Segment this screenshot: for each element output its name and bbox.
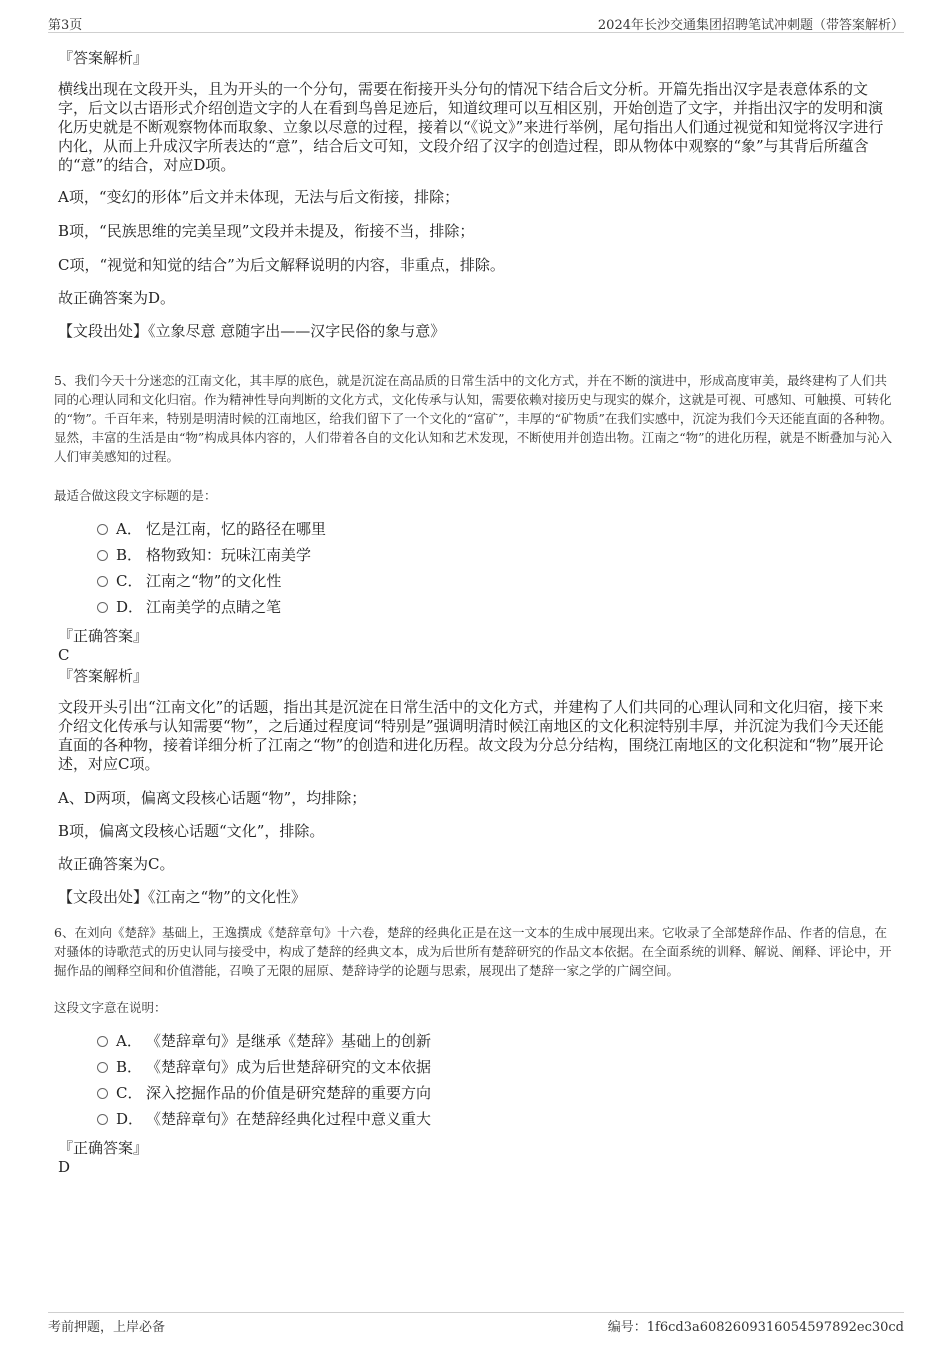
q4-option-c-note: C项，“视觉和知觉的结合”为后文解释说明的内容，非重点，排除。 bbox=[58, 256, 505, 274]
document-title: 2024年长沙交通集团招聘笔试冲刺题（带答案解析） bbox=[597, 18, 904, 33]
q4-option-a-note: A项，“变幻的形体”后文并未体现，无法与后文衔接，排除； bbox=[58, 188, 460, 206]
radio-icon[interactable] bbox=[97, 1062, 108, 1073]
q5-option-d[interactable]: D． 江南美学的点睛之笔 bbox=[97, 597, 281, 617]
q6-prompt: 这段文字意在说明： bbox=[54, 1000, 167, 1015]
page-footer bbox=[48, 1312, 904, 1339]
q6-option-a[interactable]: A． 《楚辞章句》是继承《楚辞》基础上的创新 bbox=[97, 1031, 431, 1051]
q5-stem: 5、我们今天十分迷恋的江南文化，其丰厚的底色，就是沉淀在高品质的日常生活中的文化方式，并在不断的演进中，形成高度审美，最终建构了人们共同的心理认同和文化归宿。作为精神性导向判断的文化方式，文化传承与认知，需要依赖对接历史与现实的媒介，这就是可视、可感知、可触摸、可转化的“物”。千百年来，特别是明清时候的江南地区，给我们留下了一个文化的“富矿”，丰厚的“矿物质”在我们实感中，沉淀为我们今天还能直面的各种物。显然，丰富的生活是由“物”构成具体内容的，人们带着各自的文化认知和艺术发现，不断使用并创造出物。江南之“物”的进化历程，就是不断叠加与沁入人们审美感知的过程。 bbox=[54, 373, 893, 464]
radio-icon[interactable] bbox=[97, 602, 108, 613]
document-id: 编号：1f6cd3a6082609316054597892ec30cd bbox=[607, 1320, 904, 1335]
q5-prompt: 最适合做这段文字标题的是： bbox=[54, 488, 217, 503]
radio-icon[interactable] bbox=[97, 524, 108, 535]
q5-option-b[interactable]: B． 格物致知：玩味江南美学 bbox=[97, 545, 311, 565]
q6-option-c[interactable]: C． 深入挖掘作品的价值是研究楚辞的重要方向 bbox=[97, 1083, 431, 1103]
q6-answer-label: 『正确答案』 bbox=[58, 1139, 149, 1157]
q5-source: 【文段出处】《江南之“物”的文化性》 bbox=[58, 888, 306, 906]
q6-option-b[interactable]: B． 《楚辞章句》成为后世楚辞研究的文本依据 bbox=[97, 1057, 431, 1077]
q6-option-d[interactable]: D． 《楚辞章句》在楚辞经典化过程中意义重大 bbox=[97, 1109, 431, 1129]
page-header bbox=[48, 12, 904, 33]
q5-option-ad-note: A、D两项，偏离文段核心话题“物”，均排除； bbox=[58, 789, 367, 807]
radio-icon[interactable] bbox=[97, 1088, 108, 1099]
radio-icon[interactable] bbox=[97, 576, 108, 587]
q6-answer: D bbox=[58, 1158, 71, 1176]
page-number: 第3页 bbox=[48, 18, 83, 33]
q4-option-b-note: B项，“民族思维的完美呈现”文段并未提及，衔接不当，排除； bbox=[58, 222, 475, 240]
q4-conclusion: 故正确答案为D。 bbox=[58, 289, 176, 307]
q5-answer: C bbox=[58, 646, 70, 664]
radio-icon[interactable] bbox=[97, 550, 108, 561]
q4-analysis-label: 『答案解析』 bbox=[58, 49, 149, 67]
q5-option-a[interactable]: A． 忆是江南，忆的路径在哪里 bbox=[97, 519, 326, 539]
q5-conclusion: 故正确答案为C。 bbox=[58, 855, 175, 873]
q5-option-b-note: B项，偏离文段核心话题“文化”，排除。 bbox=[58, 822, 325, 840]
radio-icon[interactable] bbox=[97, 1114, 108, 1125]
footer-slogan: 考前押题，上岸必备 bbox=[48, 1320, 166, 1335]
q5-analysis-label: 『答案解析』 bbox=[58, 667, 149, 685]
q5-answer-label: 『正确答案』 bbox=[58, 627, 149, 645]
q5-analysis-text: 文段开头引出“江南文化”的话题，指出其是沉淀在日常生活中的文化方式，并建构了人们共同的心理认同和文化归宿，接下来介绍文化传承与认知需要“物”，之后通过程度词“特别是”强调明清时候江南地区的文化积淀特别丰厚，并沉淀为我们今天还能直面的各种物，接着详细分析了江南之“物”的创造和进化历程。故文段为分总分结构，围绕江南地区的文化积淀和“物”展开论述，对应C项。 bbox=[58, 698, 884, 773]
radio-icon[interactable] bbox=[97, 1036, 108, 1047]
q4-analysis-text: 横线出现在文段开头，且为开头的一个分句，需要在衔接开头分句的情况下结合后文分析。开篇先指出汉字是表意体系的文字，后文以古语形式介绍创造文字的人在看到鸟兽足迹后，知道纹理可以互相区别，开始创造了文字，并指出汉字的发明和演化历史就是不断观察物体而取象、立象以尽意的过程，接着以“《说文》”来进行举例，尾句指出人们通过视觉和知觉将汉字进行内化，从而上升成汉字所表达的“意”，结合后文可知，文段介绍了汉字的创造过程，即从物体中观察的“象”与其背后所蕴含的“意”的结合，对应D项。 bbox=[58, 80, 884, 174]
q6-stem: 6、在刘向《楚辞》基础上，王逸撰成《楚辞章句》十六卷，楚辞的经典化正是在这一文本的生成中展现出来。它收录了全部楚辞作品、作者的信息，在对骚体的诗歌范式的历史认同与接受中，构成了楚辞的经典文本，成为后世所有楚辞研究的作品文本依据。在全面系统的训释、解说、阐释、评论中，开掘作品的阐释空间和价值潜能，召唤了无限的屈原、楚辞诗学的论题与思索，展现出了楚辞一家之学的广阔空间。 bbox=[54, 925, 892, 978]
q5-option-c[interactable]: C． 江南之“物”的文化性 bbox=[97, 571, 281, 591]
q4-source: 【文段出处】《立象尽意 意随字出——汉字民俗的象与意》 bbox=[58, 322, 446, 340]
